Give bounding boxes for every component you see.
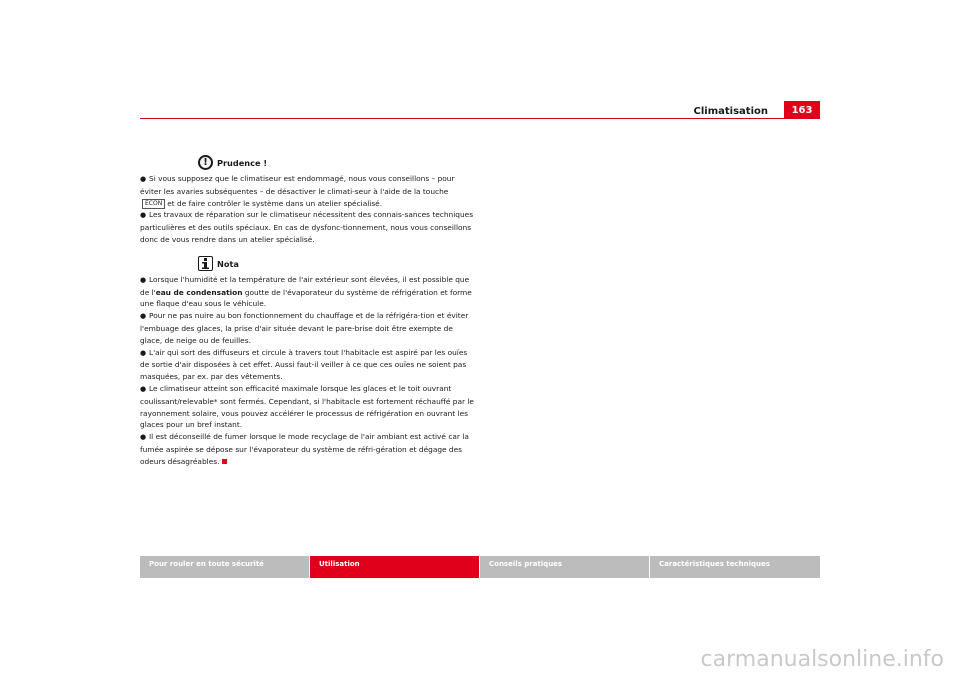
econ-key-label: ECON xyxy=(142,199,165,209)
warning-heading-row xyxy=(140,155,475,170)
note-item: ● L'air qui sort des diffuseurs et circule à travers tout l'habitacle est aspiré par les ouïes de sortie d'air disposées à cet effet. Aussi faut-il veiller à ce que ces ouïes ne soient pas masquées, par ex. par des vêtements. xyxy=(140,347,468,382)
note-item: ● Lorsque l'humidité et la température de l'air extérieur sont élevées, il est possible que de l'eau de condensation goutte de l'évaporateur du système de réfrigération et forme une flaque d'eau sous le véhicule. xyxy=(140,274,472,309)
bullet-icon: ● xyxy=(140,312,147,321)
bullet-icon: ● xyxy=(140,275,147,284)
bullet-icon: ● xyxy=(140,211,147,220)
page-content xyxy=(140,155,475,468)
footer-tab-safety[interactable]: Pour rouler en toute sécurité xyxy=(140,556,309,578)
footer-tab-tips[interactable]: Conseils pratiques xyxy=(480,556,649,578)
footer-tab-technical[interactable]: Caractéristiques techniques xyxy=(650,556,820,578)
page-number: 163 xyxy=(784,101,820,119)
note-heading: Nota xyxy=(217,258,239,269)
warning-heading: Prudence ! xyxy=(217,158,268,169)
bullet-icon: ● xyxy=(140,348,147,357)
note-item: ● Il est déconseillé de fumer lorsque le mode recyclage de l'air ambiant est activé car la fumée aspirée se dépose sur l'évaporateur du système de réfri-gération et dégage des odeurs désagréables. xyxy=(140,432,469,466)
bullet-icon: ● xyxy=(140,384,147,393)
condensation-term: eau de condensation xyxy=(155,287,243,297)
warning-item: ● Les travaux de réparation sur le climatiseur nécessitent des connais-sances techniques particulières et des outils spéciaux. En cas de dysfonc-tionnement, nous vous conseillons donc de vous rendre dans un atelier spécialisé. xyxy=(140,210,474,244)
footer-tab-operation[interactable]: Utilisation xyxy=(310,556,479,578)
end-of-section-marker xyxy=(222,459,227,464)
note-heading-row xyxy=(140,256,475,271)
bullet-icon: ● xyxy=(140,433,147,442)
warning-exclamation-icon: ! xyxy=(198,155,213,170)
note-item: ● Le climatiseur atteint son efficacité maximale lorsque les glaces et le toit ouvrant coulissant/relevable* sont fermés. Cependant, si l'habitacle est fortement réchauffé par le rayonnement solaire, vous pouvez accélérer le processus de réfrigération en ouvrant les glaces pour un bref instant. xyxy=(140,383,474,430)
warning-item: ● Si vous supposez que le climatiseur est endommagé, nous vous conseillons – pour éviter les avaries subséquentes – de désactiver le climati-seur à l'aide de la toucheECON et de faire contrôler le système dans un atelier spécialisé. xyxy=(140,174,455,208)
section-title: Climatisation xyxy=(693,106,768,117)
note-info-icon xyxy=(198,256,213,271)
bullet-icon: ● xyxy=(140,175,147,183)
header-rule xyxy=(140,118,820,119)
watermark-text: carmanualsonline.info xyxy=(700,647,944,672)
note-item: ● Pour ne pas nuire au bon fonctionnement du chauffage et de la réfrigéra-tion et éviter l'embuage des glaces, la prise d'air située devant le pare-brise doit être exempte de glace, de neige ou de feuilles. xyxy=(140,311,469,345)
